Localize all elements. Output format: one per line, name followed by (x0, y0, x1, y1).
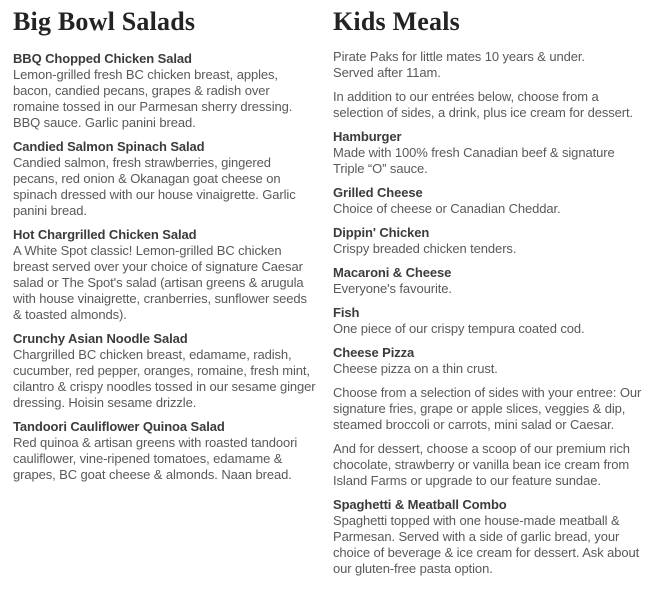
item-name: Dippin' Chicken (333, 225, 430, 240)
menu-item-crunchy-asian-noodle-salad (13, 329, 319, 411)
item-description: Choice of cheese or Canadian Cheddar. (333, 201, 561, 216)
menu-item-macaroni-and-cheese (333, 263, 644, 297)
item-name: BBQ Chopped Chicken Salad (13, 51, 192, 66)
menu-item-dippin-chicken (333, 223, 644, 257)
kids-meals-dessert-paragraph: And for dessert, choose a scoop of our premium rich chocolate, strawberry or vanilla bean ice cream from Island Farms or upgrade to our feature sundae. (333, 441, 630, 488)
item-description: Cheese pizza on a thin crust. (333, 361, 498, 376)
menu-item-cheese-pizza (333, 343, 644, 377)
menu-item-hot-chargrilled-chicken-salad (13, 225, 319, 323)
item-description: Chargrilled BC chicken breast, edamame, radish, cucumber, red pepper, oranges, romaine, fresh mint, cilantro & crispy noodles tossed in our sesame ginger dressing. Hoisin sesame drizzle. (13, 347, 316, 410)
kids-meals-sides-paragraph: Choose from a selection of sides with your entree: Our signature fries, grape or apple slices, veggies & dip, steamed broccoli or carrots, mini salad or Caesar. (333, 385, 642, 432)
item-description: One piece of our crispy tempura coated cod. (333, 321, 585, 336)
item-description: A White Spot classic! Lemon-grilled BC chicken breast served over your choice of signature Caesar salad or The Spot's salad (artisan greens & arugula with house vinaigrette, cranberries, sunflower seeds & toasted almonds). (13, 243, 307, 322)
section-title-big-bowl-salads: Big Bowl Salads (13, 7, 196, 36)
item-name: Candied Salmon Spinach Salad (13, 139, 205, 154)
item-name: Tandoori Cauliflower Quinoa Salad (13, 419, 225, 434)
section-big-bowl-salads (0, 0, 325, 583)
item-name: Grilled Cheese (333, 185, 423, 200)
intro-line-served-after: Served after 11am. (333, 65, 441, 80)
menu-item-candied-salmon-spinach-salad (13, 137, 319, 219)
kids-meals-intro (333, 49, 644, 81)
item-description: Spaghetti topped with one house-made meatball & Parmesan. Served with a side of garlic bread, your choice of beverage & ice cream for dessert. Ask about our gluten-free pasta option. (333, 513, 640, 576)
item-description: Red quinoa & artisan greens with roasted tandoori cauliflower, vine-ripened tomatoes, edamame & grapes, BC goat cheese & almonds. Naan bread. (13, 435, 298, 482)
intro-line-pirate-paks: Pirate Paks for little mates 10 years & under. (333, 49, 585, 64)
item-name: Hamburger (333, 129, 402, 144)
section-title-kids-meals: Kids Meals (333, 7, 460, 36)
menu-item-tandoori-cauliflower-quinoa-salad (13, 417, 319, 483)
item-name: Macaroni & Cheese (333, 265, 452, 280)
kids-meals-intro-paragraph: In addition to our entrées below, choose from a selection of sides, a drink, plus ice cream for dessert. (333, 89, 634, 120)
menu-item-bbq-chopped-chicken-salad (13, 49, 319, 131)
item-name: Hot Chargrilled Chicken Salad (13, 227, 197, 242)
item-description: Lemon-grilled fresh BC chicken breast, apples, bacon, candied pecans, grapes & radish over romaine tossed in our Parmesan sherry dressing. BBQ sauce. Garlic panini bread. (13, 67, 293, 130)
item-description: Everyone's favourite. (333, 281, 452, 296)
item-description: Made with 100% fresh Canadian beef & signature Triple “O” sauce. (333, 145, 615, 176)
section-kids-meals (325, 0, 650, 583)
item-name: Spaghetti & Meatball Combo (333, 497, 507, 512)
item-name: Cheese Pizza (333, 345, 415, 360)
menu-item-spaghetti-meatball-combo (333, 495, 644, 577)
item-name: Fish (333, 305, 360, 320)
item-description: Candied salmon, fresh strawberries, gingered pecans, red onion & Okanagan goat cheese on spinach dressed with our house vinaigrette. Garlic panini bread. (13, 155, 296, 218)
item-description: Crispy breaded chicken tenders. (333, 241, 517, 256)
menu-item-grilled-cheese (333, 183, 644, 217)
menu-item-hamburger (333, 127, 644, 177)
item-name: Crunchy Asian Noodle Salad (13, 331, 188, 346)
menu-item-fish (333, 303, 644, 337)
